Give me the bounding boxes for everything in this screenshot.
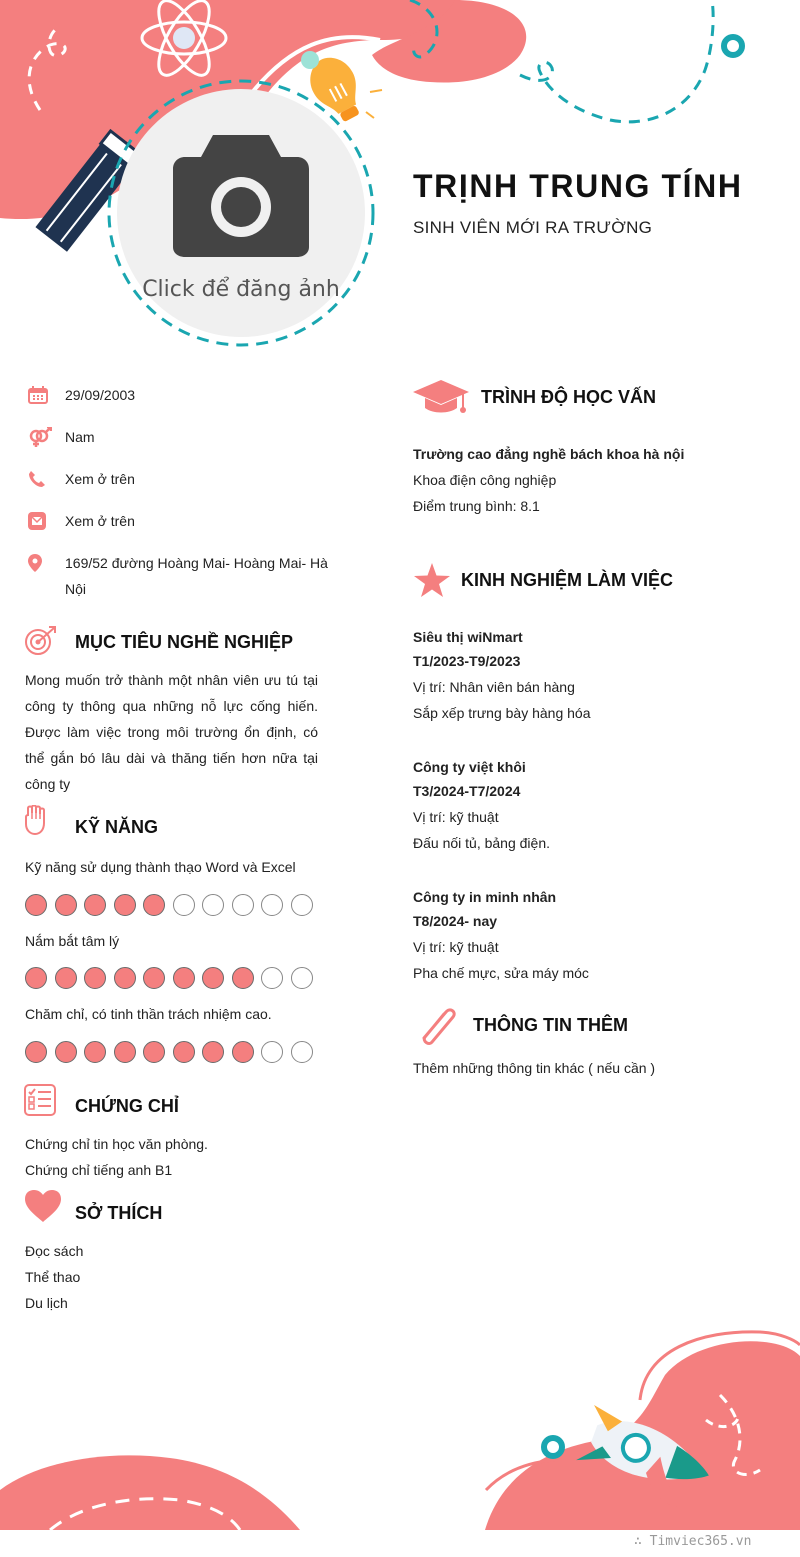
- education-gpa: Điểm trung bình: 8.1: [413, 498, 540, 514]
- rating-dot-empty: [173, 894, 195, 916]
- rating-dot-filled: [55, 1041, 77, 1063]
- phone-icon: [28, 470, 65, 488]
- location-icon: [28, 554, 65, 572]
- hobby-list: [25, 1238, 83, 1316]
- contact-birthday: [28, 386, 328, 408]
- skill-rating: [25, 967, 320, 989]
- job-company: Công ty in minh nhân: [413, 889, 557, 905]
- rating-dot-empty: [291, 967, 313, 989]
- photo-upload[interactable]: [108, 80, 374, 346]
- skill-label: Nắm bắt tâm lý: [25, 933, 120, 949]
- contact-list: [28, 386, 328, 622]
- skill-rating: [25, 894, 320, 916]
- rating-dot-filled: [232, 967, 254, 989]
- contact-text: 169/52 đường Hoàng Mai- Hoàng Mai- Hà Nội: [65, 555, 328, 597]
- job-position: Vị trí: kỹ thuật: [413, 809, 499, 825]
- email-icon: [28, 512, 65, 530]
- job-position: Vị trí: Nhân viên bán hàng: [413, 679, 575, 695]
- rating-dot-filled: [173, 1041, 195, 1063]
- hobby-item: Đọc sách: [25, 1243, 84, 1259]
- job-period: T1/2023-T9/2023: [413, 653, 521, 669]
- job-description: Đấu nối tủ, bảng điện.: [413, 835, 550, 851]
- rating-dot-filled: [114, 967, 136, 989]
- job-entry: [413, 754, 773, 856]
- candidate-title: SINH VIÊN MỚI RA TRƯỜNG: [413, 218, 653, 237]
- contact-email: [28, 512, 328, 534]
- rating-dot-filled: [84, 1041, 106, 1063]
- education-detail: [413, 441, 773, 519]
- paperclip-icon: [416, 1004, 458, 1046]
- contact-text: Xem ở trên: [65, 471, 135, 487]
- camera-icon: [173, 135, 309, 257]
- target-icon: [24, 625, 58, 657]
- photo-caption[interactable]: Click để đăng ảnh: [142, 277, 340, 302]
- rating-dot-filled: [202, 1041, 224, 1063]
- rating-dot-empty: [291, 1041, 313, 1063]
- rating-dot-filled: [143, 1041, 165, 1063]
- candidate-name: TRỊNH TRUNG TÍNH: [413, 168, 743, 204]
- hobby-item: Thể thao: [25, 1269, 81, 1285]
- skill-label: Kỹ năng sử dụng thành thạo Word và Excel: [25, 859, 296, 875]
- certificates-title: CHỨNG CHỈ: [75, 1096, 179, 1116]
- contact-text: 29/09/2003: [65, 387, 136, 403]
- contact-address: [28, 554, 328, 602]
- objective-title: MỤC TIÊU NGHỀ NGHIỆP: [75, 632, 294, 652]
- rating-dot-filled: [55, 894, 77, 916]
- certificate-list: [25, 1131, 208, 1183]
- job-company: Công ty việt khôi: [413, 759, 526, 775]
- objective-text: Mong muốn trở thành một nhân viên ưu tú tại công ty thông qua những nỗ lực cống hiến. Được làm việc trong môi trường ổn định, có thể gắn bó lâu dài và thăng tiến hơn nữa tại công ty: [25, 672, 318, 792]
- photo-placeholder[interactable]: [117, 89, 365, 337]
- education-title: TRÌNH ĐỘ HỌC VẤN: [481, 387, 656, 407]
- additional-title: THÔNG TIN THÊM: [473, 1015, 628, 1035]
- skill-rating: [25, 1041, 320, 1063]
- rating-dot-empty: [261, 967, 283, 989]
- watermark: ∴ Timviec365.vn: [634, 1534, 752, 1549]
- rating-dot-filled: [114, 1041, 136, 1063]
- checklist-icon: [24, 1084, 56, 1116]
- calendar-icon: [28, 386, 65, 404]
- rating-dot-filled: [84, 967, 106, 989]
- contact-text: Xem ở trên: [65, 513, 135, 529]
- rating-dot-filled: [84, 894, 106, 916]
- fist-icon: [24, 805, 48, 837]
- education-major: Khoa điện công nghiệp: [413, 472, 557, 488]
- rating-dot-empty: [202, 894, 224, 916]
- job-period: T3/2024-T7/2024: [413, 783, 521, 799]
- rating-dot-empty: [261, 1041, 283, 1063]
- graduation-cap-icon: [413, 380, 469, 414]
- job-entry: [413, 624, 773, 726]
- skill-label: Chăm chỉ, có tinh thần trách nhiệm cao.: [25, 1006, 272, 1022]
- ring-icon: [724, 37, 742, 55]
- job-position: Vị trí: kỹ thuật: [413, 939, 499, 955]
- rating-dot-empty: [291, 894, 313, 916]
- rating-dot-filled: [232, 1041, 254, 1063]
- contact-gender: [28, 428, 328, 450]
- rating-dot-filled: [114, 894, 136, 916]
- job-description: Sắp xếp trưng bày hàng hóa: [413, 705, 591, 721]
- gender-icon: [28, 428, 65, 446]
- rating-dot-filled: [25, 894, 47, 916]
- rating-dot-empty: [261, 894, 283, 916]
- contact-phone: [28, 470, 328, 492]
- rating-dot-filled: [25, 967, 47, 989]
- skills-title: KỸ NĂNG: [75, 817, 159, 837]
- rating-dot-filled: [55, 967, 77, 989]
- additional-text: Thêm những thông tin khác ( nếu cần ): [413, 1060, 656, 1076]
- job-period: T8/2024- nay: [413, 913, 498, 929]
- rating-dot-filled: [143, 967, 165, 989]
- rating-dot-filled: [143, 894, 165, 916]
- job-company: Siêu thị wiNmart: [413, 629, 523, 645]
- contact-text: Nam: [65, 429, 95, 445]
- rating-dot-filled: [173, 967, 195, 989]
- job-description: Pha chế mực, sửa máy móc: [413, 965, 589, 981]
- star-icon: [414, 563, 450, 597]
- rating-dot-filled: [25, 1041, 47, 1063]
- heart-icon: [25, 1190, 61, 1222]
- hobbies-title: SỞ THÍCH: [75, 1203, 163, 1223]
- certificate-item: Chứng chỉ tin học văn phòng.: [25, 1136, 208, 1152]
- hobby-item: Du lịch: [25, 1295, 68, 1311]
- school-name: Trường cao đẳng nghề bách khoa hà nội: [413, 446, 685, 462]
- job-entry: [413, 884, 773, 986]
- experience-title: KINH NGHIỆM LÀM VIỆC: [461, 570, 674, 590]
- rating-dot-filled: [202, 967, 224, 989]
- rating-dot-empty: [232, 894, 254, 916]
- certificate-item: Chứng chỉ tiếng anh B1: [25, 1162, 173, 1178]
